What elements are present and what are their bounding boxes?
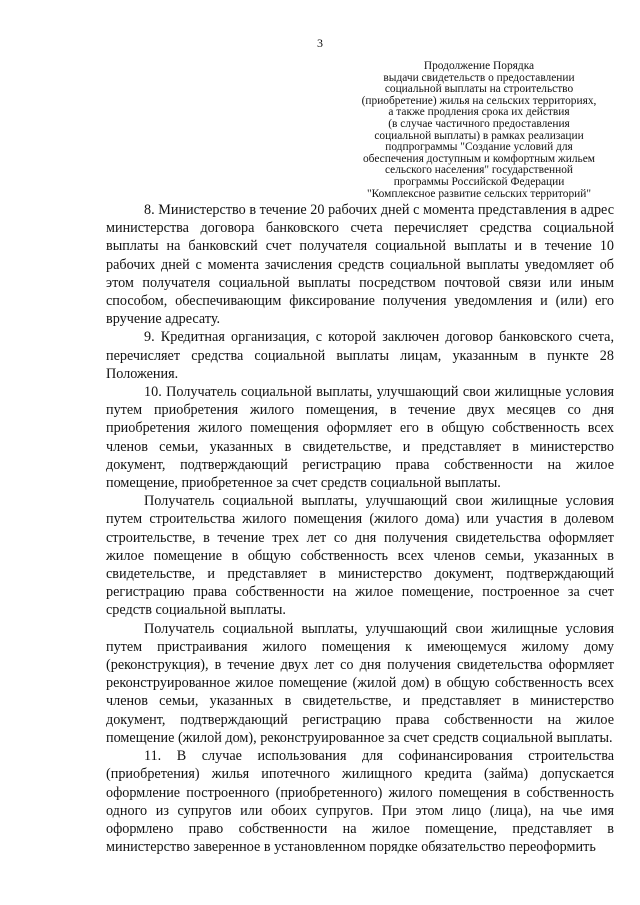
header-line: (приобретение) жилья на сельских территориях, [361, 94, 597, 107]
paragraph-11: 11. В случае использования для софинансирования строительства (приобретения) жилья ипотечного жилищного кредита (займа) допускается оформление построенного (приобретенного) жилого помещения в собственность одного из супругов или обоих супругов. При этом лицо (лица), на чье имя оформлено право собственности на жилое помещение, представляет в министерство заверенное в установленном порядке обязательство переоформить [106, 748, 614, 856]
header-line: выдачи свидетельств о предоставлении [383, 71, 575, 84]
header-line: программы Российской Федерации [393, 175, 565, 188]
document-header [338, 61, 620, 200]
paragraph-10-construction: Получатель социальной выплаты, улучшающий свои жилищные условия путем строительства жилого помещения (жилого дома) или участия в долевом строительстве, в течение трех лет со дня получения свидетельства оформляет жилое помещение в общую собственность всех членов семьи, указанных в свидетельстве, и представляет в министерство документ, подтверждающий регистрацию права собственности на жилое помещение, построенное за счет средств социальной выплаты. [106, 493, 614, 619]
header-line: подпрограммы "Создание условий для [385, 141, 573, 154]
paragraph-9: 9. Кредитная организация, с которой заключен договор банковского счета, перечисляет средства социальной выплаты лицам, указанным в пункте 28 Положения. [106, 329, 614, 382]
page-number: 3 [317, 36, 323, 50]
header-line: сельского населения" государственной [384, 164, 574, 177]
header-line: а также продления срока их действия [388, 106, 570, 119]
header-line: социальной выплаты на строительство [384, 83, 574, 96]
paragraph-10: 10. Получатель социальной выплаты, улучшающий свои жилищные условия путем приобретения жилого помещения, в течение двух месяцев со дня приобретения жилого помещения оформляет его в общую собственность всех членов семьи, указанных в свидетельстве, и представляет в министерство документ, подтверждающий регистрацию права собственности на жилое помещение, приобретенное за счет средств социальной выплаты. [106, 384, 614, 492]
paragraph-10-reconstruction: Получатель социальной выплаты, улучшающий свои жилищные условия путем пристраивания жилого помещения к имеющемуся жилому дому (реконструкция), в течение двух лет со дня получения свидетельства оформляет реконструированное жилое помещение (жилой дом) в общую собственность всех членов семьи, указанных в свидетельстве, и представляет в министерство документ, подтверждающий регистрацию права собственности на жилое помещение (жилой дом), реконструированное за счет средств социальной выплаты. [106, 620, 614, 746]
header-line: обеспечения доступным и комфортным жильем [362, 152, 596, 165]
header-line: "Комплексное развитие сельских территорий" [367, 187, 591, 200]
document-body [106, 201, 614, 856]
header-line: социальной выплаты) в рамках реализации [374, 129, 584, 142]
header-line: (в случае частичного предоставления [388, 117, 570, 130]
paragraph-8: 8. Министерство в течение 20 рабочих дней с момента представления в адрес министерства договора банковского счета перечисляет средства социальной выплаты на банковский счет получателя социальной выплаты и в течение 10 рабочих дней с момента зачисления средств социальной выплаты уведомляет об этом получателя социальной выплаты посредством почтовой связи или иным способом, обеспечивающим фиксирование получения уведомления и (или) его вручение адресату. [106, 202, 614, 328]
header-line: Продолжение Порядка [423, 60, 535, 72]
